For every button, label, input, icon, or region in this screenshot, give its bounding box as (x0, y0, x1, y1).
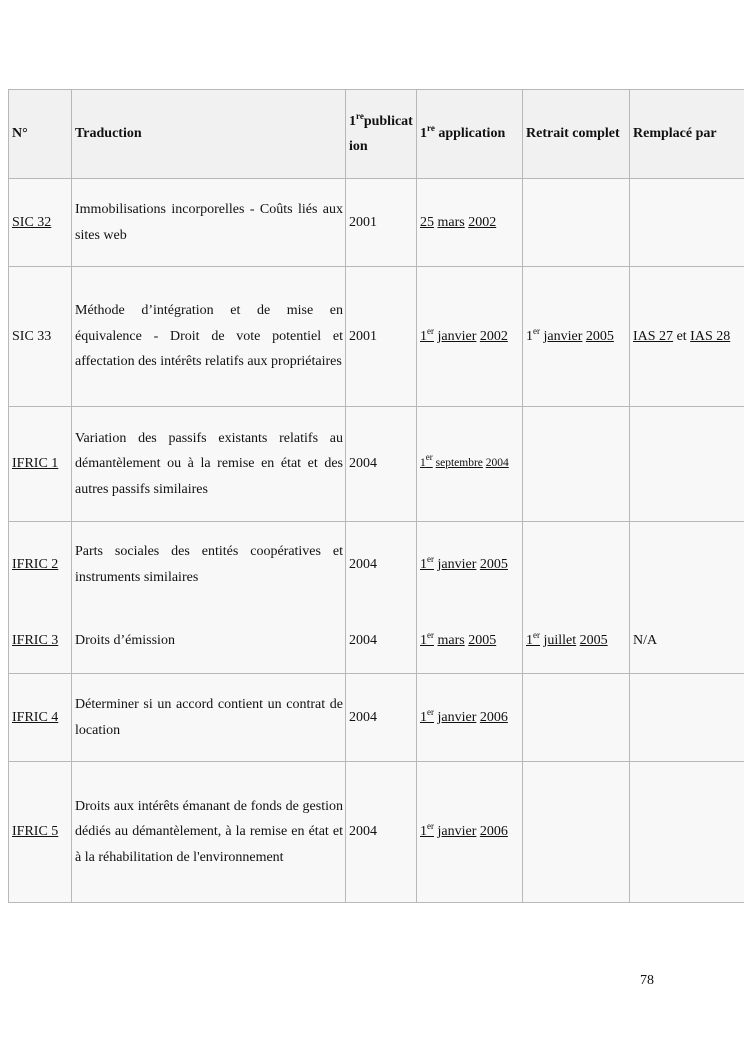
row-num-link[interactable]: IFRIC 4 (9, 674, 72, 762)
row-application[interactable]: 1er janvier 2005 (417, 522, 523, 608)
row-publication: 2004 (346, 674, 417, 762)
row-remplace (630, 179, 744, 267)
row-remplace[interactable]: IAS 27 et IAS 28 (630, 267, 744, 407)
header-remplace: Remplacé par (630, 90, 744, 179)
header-num: N° (9, 90, 72, 179)
page-number: 78 (640, 973, 654, 988)
table-row (9, 522, 744, 608)
row-application[interactable]: 1er janvier 2002 (417, 267, 523, 407)
row-application[interactable]: 1er mars 2005 (417, 608, 523, 674)
row-traduction: Immobilisations incorporelles - Coûts liés aux sites web (72, 179, 346, 267)
row-traduction: Parts sociales des entités coopératives et instruments similaires (72, 522, 346, 608)
row-remplace (630, 674, 744, 762)
row-application[interactable]: 1er janvier 2006 (417, 762, 523, 903)
interpretations-table (8, 89, 744, 903)
link-ias-27: IAS 27 (633, 328, 674, 344)
table-row (9, 267, 744, 407)
row-retrait[interactable]: 1er juillet 2005 (523, 608, 630, 674)
row-publication: 2004 (346, 407, 417, 522)
row-num: SIC 33 (9, 267, 72, 407)
table-row (9, 674, 744, 762)
row-retrait (523, 179, 630, 267)
row-application[interactable]: 1er janvier 2006 (417, 674, 523, 762)
table-header-row (9, 90, 744, 179)
row-publication: 2004 (346, 522, 417, 608)
row-traduction: Droits aux intérêts émanant de fonds de gestion dédiés au démantèlement, à la remise en état et à la réhabilitation de l'environnement (72, 762, 346, 903)
table-row (9, 179, 744, 267)
table-row (9, 608, 744, 674)
row-num-link[interactable]: IFRIC 3 (9, 608, 72, 674)
row-publication: 2004 (346, 608, 417, 674)
row-num-link[interactable]: IFRIC 1 (9, 407, 72, 522)
table-row (9, 762, 744, 903)
header-publication: 1republication (346, 90, 417, 179)
row-num-link[interactable]: IFRIC 2 (9, 522, 72, 608)
row-retrait[interactable]: 1er janvier 2005 (523, 267, 630, 407)
header-traduction: Traduction (72, 90, 346, 179)
row-retrait (523, 407, 630, 522)
row-traduction: Variation des passifs existants relatifs au démantèlement ou à la remise en état et des autres passifs similaires (72, 407, 346, 522)
row-publication: 2001 (346, 179, 417, 267)
row-remplace: N/A (630, 608, 744, 674)
row-traduction: Déterminer si un accord contient un contrat de location (72, 674, 346, 762)
row-traduction: Droits d’émission (72, 608, 346, 674)
header-retrait: Retrait complet (523, 90, 630, 179)
row-traduction: Méthode d’intégration et de mise en équivalence - Droit de vote potentiel et affectation des intérêts relatifs aux propriétaires (72, 267, 346, 407)
row-retrait (523, 522, 630, 608)
header-application: 1re application (417, 90, 523, 179)
row-publication: 2001 (346, 267, 417, 407)
row-num-link[interactable]: IFRIC 5 (9, 762, 72, 903)
row-publication: 2004 (346, 762, 417, 903)
row-application[interactable]: 1er septembre 2004 (417, 407, 523, 522)
row-remplace (630, 762, 744, 903)
row-remplace (630, 407, 744, 522)
row-retrait (523, 762, 630, 903)
row-remplace (630, 522, 744, 608)
row-application[interactable]: 25 mars 2002 (417, 179, 523, 267)
link-ias-28: IAS 28 (690, 328, 731, 344)
row-retrait (523, 674, 630, 762)
row-num-link[interactable]: SIC 32 (9, 179, 72, 267)
table-row (9, 407, 744, 522)
